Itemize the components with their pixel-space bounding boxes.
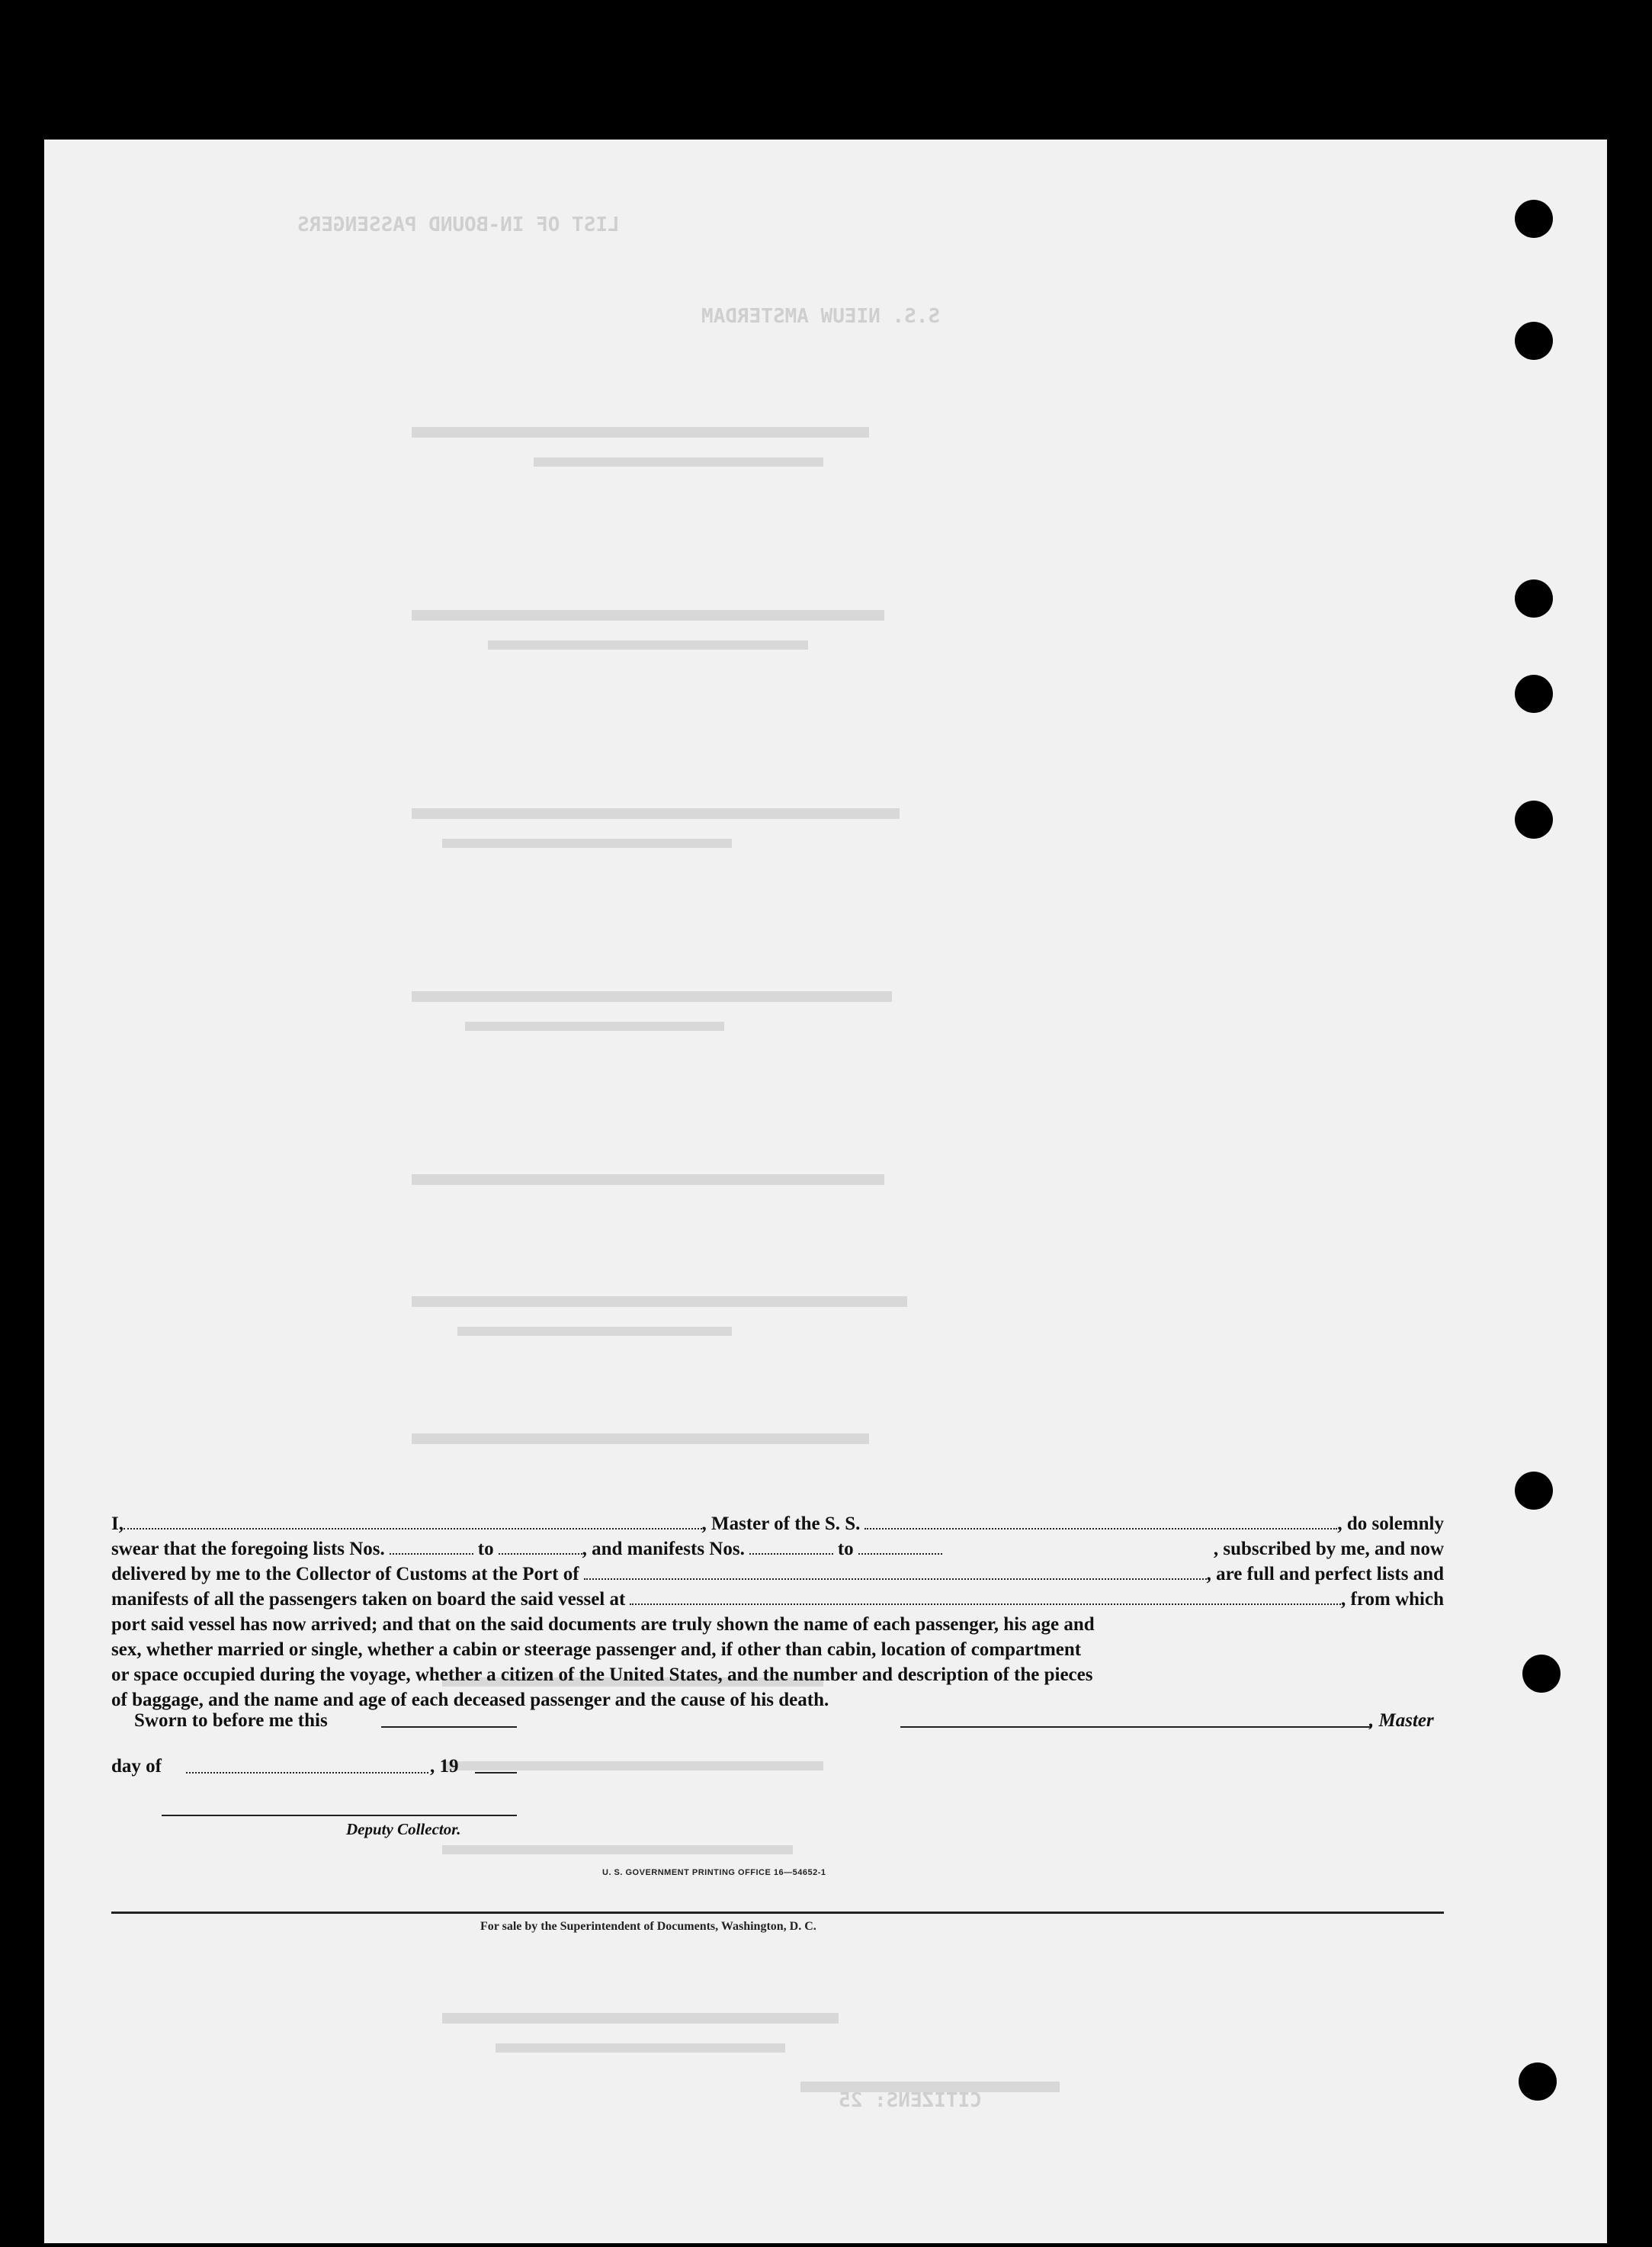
day-of-field[interactable] xyxy=(186,1772,428,1774)
master-signature-line[interactable] xyxy=(900,1726,1371,1728)
oath-line-5: port said vessel has now arrived; and that on the said documents are truly shown the name of each passenger, his age and xyxy=(111,1614,1095,1635)
oath-from-which: , from which xyxy=(1341,1589,1444,1610)
deputy-collector-label: Deputy Collector. xyxy=(346,1820,461,1838)
oath-to-2: to xyxy=(837,1539,854,1559)
punch-hole xyxy=(1519,2062,1557,2101)
oath-line-7: or space occupied during the voyage, whether a citizen of the United States, and the number and description of the pieces xyxy=(111,1664,1093,1685)
oath-full-perfect: , are full and perfect lists and xyxy=(1206,1564,1444,1584)
oath-swear-lists: swear that the foregoing lists Nos. xyxy=(111,1539,385,1559)
oath-line-6: sex, whether married or single, whether a cabin or steerage passenger and, if other than cabin, location of compartment xyxy=(111,1639,1082,1660)
punch-hole xyxy=(1515,579,1553,618)
oath-subscribed: , subscribed by me, and now xyxy=(1213,1539,1444,1559)
manifests-from-field[interactable] xyxy=(749,1539,833,1555)
punch-hole xyxy=(1522,1655,1561,1693)
oath-do-solemnly: , do solemnly xyxy=(1337,1514,1444,1534)
year-label: , 19 xyxy=(430,1756,459,1777)
sworn-date-line[interactable] xyxy=(381,1726,517,1728)
ship-name-field[interactable] xyxy=(864,1514,1337,1530)
oath-line-8: of baggage, and the name and age of each deceased passenger and the cause of his death. xyxy=(111,1690,829,1710)
for-sale-note: For sale by the Superintendent of Documents, Washington, D. C. xyxy=(480,1920,816,1933)
year-line[interactable] xyxy=(475,1772,517,1774)
oath-i: I, xyxy=(111,1514,123,1534)
punch-hole xyxy=(1515,322,1553,360)
oath-master-of-ss: , Master of the S. S. xyxy=(701,1514,861,1534)
lists-to-field[interactable] xyxy=(499,1539,582,1555)
bleed-through-header: LIST OF IN-BOUND PASSENGERS xyxy=(297,213,620,236)
punch-hole xyxy=(1515,200,1553,238)
bleed-through-vessel: S.S. NIEUW AMSTERDAM xyxy=(701,305,941,328)
day-of-label: day of xyxy=(111,1756,162,1777)
footer-rule xyxy=(111,1912,1444,1914)
printing-office-note: U. S. GOVERNMENT PRINTING OFFICE 16—54652-1 xyxy=(602,1868,826,1877)
signature-block xyxy=(111,1708,1444,1845)
punch-hole xyxy=(1515,801,1553,839)
bleed-through-citizens: CITIZENS: 25 xyxy=(839,2089,982,2112)
punch-hole xyxy=(1515,675,1553,713)
master-label: , Master xyxy=(1369,1710,1434,1731)
oath-manifests-all: manifests of all the passengers taken on board the said vessel at xyxy=(111,1589,626,1610)
oath-paragraph xyxy=(111,1511,1444,1713)
embarkation-port-field[interactable] xyxy=(630,1590,1341,1605)
port-field[interactable] xyxy=(584,1565,1207,1580)
oath-to-1: to xyxy=(477,1539,494,1559)
master-name-field[interactable] xyxy=(123,1514,702,1530)
sworn-label: Sworn to before me this xyxy=(134,1710,328,1731)
manifests-to-field[interactable] xyxy=(858,1539,942,1555)
punch-hole xyxy=(1515,1472,1553,1510)
oath-delivered: delivered by me to the Collector of Customs at the Port of xyxy=(111,1564,579,1584)
deputy-collector-line[interactable] xyxy=(162,1815,517,1816)
oath-and-manifests: , and manifests Nos. xyxy=(582,1539,745,1559)
lists-from-field[interactable] xyxy=(390,1539,473,1555)
